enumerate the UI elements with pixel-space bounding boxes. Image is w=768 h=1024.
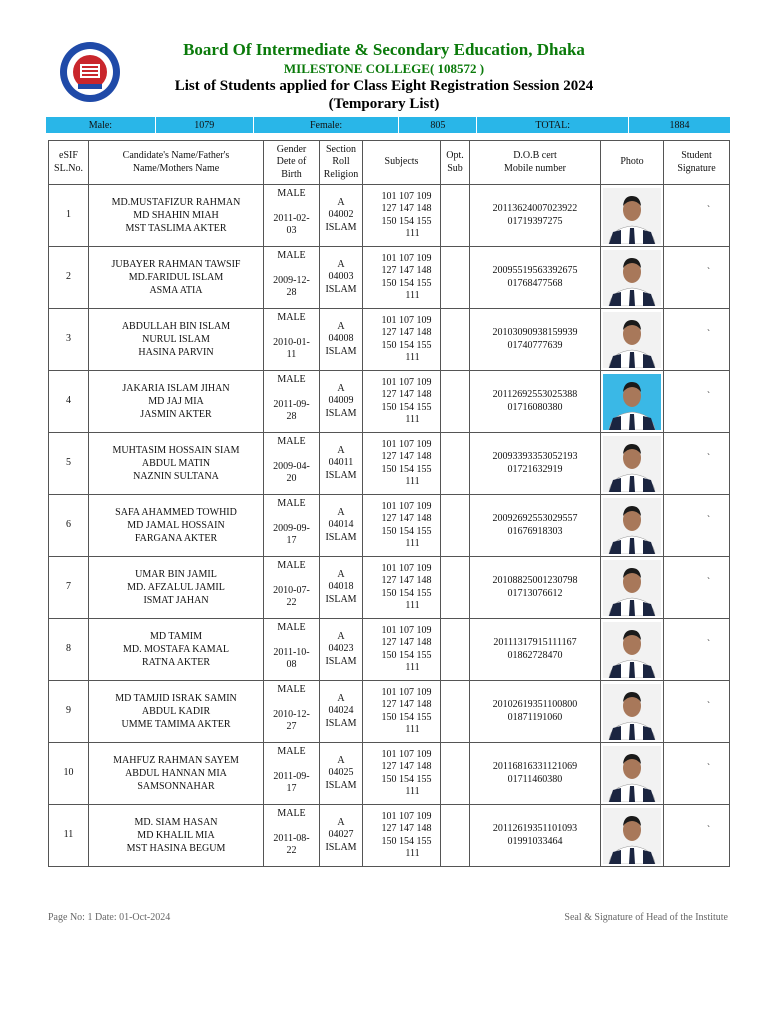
signature-mark: ` [706, 763, 711, 775]
photo-cell [601, 185, 664, 247]
student-signature [664, 805, 730, 867]
birth-date-part1: 2011-09- [273, 770, 310, 782]
father-name: ABDUL HANNAN MIA [125, 768, 227, 779]
mobile-number: 01740777639 [507, 339, 563, 351]
birth-date-part1: 2010-12- [273, 708, 310, 720]
sl-number: 3 [49, 309, 89, 371]
father-name: MD KHALIL MIA [137, 830, 215, 841]
dob-cert-mobile [470, 185, 601, 247]
table-row [49, 309, 730, 371]
gender: MALE [277, 808, 306, 819]
roll: 04011 [328, 457, 354, 469]
table-row [49, 557, 730, 619]
roll: 04008 [328, 333, 354, 345]
religion: ISLAM [325, 531, 357, 543]
section-roll-religion [320, 433, 363, 495]
signature-mark: ` [706, 205, 711, 217]
subjects: 101 107 109 127 147 148 150 154 155 111 [363, 371, 441, 433]
total-count: 1884 [629, 117, 731, 134]
subjects: 101 107 109 127 147 148 150 154 155 111 [363, 681, 441, 743]
optional-subject [441, 433, 470, 495]
dob-cert: 20093393353052193 [492, 451, 578, 462]
col-name: Candidate's Name/Father's Name/Mothers Name [89, 141, 264, 185]
gender: MALE [277, 560, 306, 571]
mobile-number: 01768477568 [507, 277, 563, 289]
signature-mark: ` [706, 701, 711, 713]
birth-date-part1: 2009-12- [273, 274, 310, 286]
gender-dob [264, 619, 320, 681]
seal-signature-label: Seal & Signature of Head of the Institute [564, 912, 728, 923]
religion: ISLAM [325, 593, 357, 605]
student-signature [664, 371, 730, 433]
mother-name: MST HASINA BEGUM [126, 843, 226, 854]
gender-dob [264, 495, 320, 557]
birth-date-part2: 28 [286, 287, 297, 298]
gender: MALE [277, 250, 306, 261]
sl-number: 10 [49, 743, 89, 805]
student-photo [603, 684, 661, 740]
photo-cell [601, 743, 664, 805]
birth-date-part1: 2011-02- [273, 212, 310, 224]
candidate-names [89, 557, 264, 619]
student-photo [603, 374, 661, 430]
birth-date-part2: 27 [286, 721, 297, 732]
table-row [49, 433, 730, 495]
gender: MALE [277, 374, 306, 385]
sl-number: 4 [49, 371, 89, 433]
optional-subject [441, 495, 470, 557]
mother-name: JASMIN AKTER [140, 409, 212, 420]
photo-cell [601, 495, 664, 557]
birth-date-part2: 08 [286, 659, 297, 670]
dob-cert: 20108825001230798 [492, 575, 578, 586]
photo-cell [601, 557, 664, 619]
religion: ISLAM [325, 717, 357, 729]
optional-subject [441, 557, 470, 619]
father-name: MD. AFZALUL JAMIL [127, 582, 225, 593]
candidate-name: MD TAMJID ISRAK SAMIN [115, 693, 237, 704]
sl-number: 11 [49, 805, 89, 867]
board-title: Board Of Intermediate & Secondary Education, Dhaka [183, 40, 585, 59]
signature-mark: ` [706, 639, 711, 651]
father-name: ABDUL KADIR [141, 706, 211, 717]
candidate-name: MD.MUSTAFIZUR RAHMAN [111, 197, 241, 208]
optional-subject [441, 681, 470, 743]
religion: ISLAM [325, 345, 357, 357]
birth-date-part2: 03 [286, 225, 297, 236]
father-name: MD.FARIDUL ISLAM [128, 272, 224, 283]
table-row [49, 371, 730, 433]
gender: MALE [277, 746, 306, 757]
gender: MALE [277, 312, 306, 323]
student-photo [603, 250, 661, 306]
col-subjects: Subjects [363, 141, 441, 185]
student-signature [664, 495, 730, 557]
section: A [337, 320, 345, 332]
signature-mark: ` [706, 267, 711, 279]
candidate-names [89, 805, 264, 867]
dob-cert-mobile [470, 495, 601, 557]
photo-cell [601, 433, 664, 495]
gender: MALE [277, 684, 306, 695]
gender-dob [264, 557, 320, 619]
roll: 04009 [328, 395, 354, 407]
father-name: NURUL ISLAM [142, 334, 210, 345]
sl-number: 8 [49, 619, 89, 681]
student-photo [603, 560, 661, 616]
student-signature [664, 247, 730, 309]
photo-cell [601, 309, 664, 371]
roll: 04002 [328, 209, 354, 221]
candidate-names [89, 743, 264, 805]
gender: MALE [277, 188, 306, 199]
candidate-name: JAKARIA ISLAM JIHAN [122, 383, 230, 394]
birth-date-part2: 22 [286, 597, 297, 608]
col-sl: eSIF SL.No. [49, 141, 89, 185]
subjects: 101 107 109 127 147 148 150 154 155 111 [363, 557, 441, 619]
photo-cell [601, 619, 664, 681]
candidate-names [89, 371, 264, 433]
section-roll-religion [320, 619, 363, 681]
mobile-number: 01716080380 [507, 401, 563, 413]
section-roll-religion [320, 743, 363, 805]
signature-mark: ` [706, 391, 711, 403]
student-signature [664, 619, 730, 681]
section: A [337, 258, 345, 270]
list-title: List of Students applied for Class Eight Registration Session 2024 [174, 78, 594, 94]
religion: ISLAM [325, 283, 357, 295]
religion: ISLAM [325, 841, 357, 853]
mother-name: NAZNIN SULTANA [133, 471, 219, 482]
candidate-names [89, 309, 264, 371]
subjects: 101 107 109 127 147 148 150 154 155 111 [363, 309, 441, 371]
section: A [337, 382, 345, 394]
mother-name: HASINA PARVIN [138, 347, 214, 358]
sl-number: 2 [49, 247, 89, 309]
mobile-number: 01991033464 [507, 835, 563, 847]
candidate-names [89, 433, 264, 495]
col-section: Section Roll Religion [320, 141, 363, 185]
gender-dob [264, 743, 320, 805]
religion: ISLAM [325, 469, 357, 481]
table-row [49, 619, 730, 681]
section: A [337, 568, 345, 580]
candidate-name: SAFA AHAMMED TOWHID [115, 507, 237, 518]
section-roll-religion [320, 805, 363, 867]
roll: 04014 [328, 519, 354, 531]
student-photo [603, 312, 661, 368]
religion: ISLAM [325, 407, 357, 419]
dob-cert: 20111317915111167 [493, 637, 577, 648]
student-signature [664, 185, 730, 247]
section: A [337, 692, 345, 704]
birth-date-part2: 17 [286, 535, 297, 546]
dob-cert: 20116816331121069 [492, 761, 578, 772]
candidate-name: JUBAYER RAHMAN TAWSIF [111, 259, 241, 270]
optional-subject [441, 743, 470, 805]
dob-cert-mobile [470, 247, 601, 309]
dob-cert: 20103090938159939 [492, 327, 578, 338]
dob-cert: 20092692553029557 [492, 513, 578, 524]
dob-cert-mobile [470, 681, 601, 743]
student-signature [664, 433, 730, 495]
mother-name: SAMSONNAHAR [137, 781, 215, 792]
photo-cell [601, 247, 664, 309]
student-signature [664, 743, 730, 805]
table-row [49, 247, 730, 309]
student-photo [603, 188, 661, 244]
photo-cell [601, 805, 664, 867]
table-row [49, 681, 730, 743]
section: A [337, 630, 345, 642]
dob-cert: 20102619351100800 [492, 699, 578, 710]
birth-date-part2: 28 [286, 411, 297, 422]
gender-dob [264, 681, 320, 743]
dob-cert: 20113624007023922 [492, 203, 578, 214]
dob-cert: 20095519563392675 [492, 265, 578, 276]
roll: 04027 [328, 829, 354, 841]
section-roll-religion [320, 185, 363, 247]
birth-date-part2: 22 [286, 845, 297, 856]
optional-subject [441, 185, 470, 247]
candidate-names [89, 185, 264, 247]
col-photo: Photo [601, 141, 664, 185]
section-roll-religion [320, 681, 363, 743]
birth-date-part1: 2009-09- [273, 522, 310, 534]
candidate-name: MD TAMIM [149, 631, 203, 642]
section: A [337, 444, 345, 456]
mother-name: RATNA AKTER [141, 657, 211, 668]
gender-dob [264, 433, 320, 495]
subjects: 101 107 109 127 147 148 150 154 155 111 [363, 619, 441, 681]
roll: 04023 [328, 643, 354, 655]
student-photo [603, 622, 661, 678]
mobile-number: 01721632919 [507, 463, 563, 475]
male-label: Male: [46, 117, 156, 134]
religion: ISLAM [325, 779, 357, 791]
signature-mark: ` [706, 577, 711, 589]
subjects: 101 107 109 127 147 148 150 154 155 111 [363, 495, 441, 557]
father-name: ABDUL MATIN [141, 458, 211, 469]
col-opt: Opt. Sub [441, 141, 470, 185]
mother-name: ASMA ATIA [149, 285, 203, 296]
roll: 04018 [328, 581, 354, 593]
gender-dob [264, 309, 320, 371]
table-row [49, 743, 730, 805]
father-name: MD JAMAL HOSSAIN [127, 520, 225, 531]
signature-mark: ` [706, 515, 711, 527]
dob-cert-mobile [470, 619, 601, 681]
gender: MALE [277, 436, 306, 447]
birth-date-part2: 20 [286, 473, 297, 484]
gender: MALE [277, 622, 306, 633]
roll: 04003 [328, 271, 354, 283]
mobile-number: 01871191060 [507, 711, 563, 723]
col-dob: D.O.B cert Mobile number [470, 141, 601, 185]
subjects: 101 107 109 127 147 148 150 154 155 111 [363, 185, 441, 247]
section-roll-religion [320, 557, 363, 619]
section: A [337, 754, 345, 766]
section: A [337, 506, 345, 518]
birth-date-part1: 2011-08- [273, 832, 310, 844]
dob-cert-mobile [470, 557, 601, 619]
gender-dob [264, 371, 320, 433]
photo-cell [601, 371, 664, 433]
student-signature [664, 557, 730, 619]
sl-number: 5 [49, 433, 89, 495]
student-signature [664, 309, 730, 371]
student-photo [603, 746, 661, 802]
candidate-name: UMAR BIN JAMIL [135, 569, 217, 580]
student-photo [603, 498, 661, 554]
sl-number: 7 [49, 557, 89, 619]
mobile-number: 01713076612 [507, 587, 563, 599]
subjects: 101 107 109 127 147 148 150 154 155 111 [363, 247, 441, 309]
candidate-name: MD. SIAM HASAN [134, 817, 218, 828]
gender-dob [264, 247, 320, 309]
table-row [49, 495, 730, 557]
mother-name: FARGANA AKTER [134, 533, 218, 544]
students-table [48, 140, 730, 867]
total-label: TOTAL: [477, 117, 629, 134]
mobile-number: 01676918303 [507, 525, 563, 537]
optional-subject [441, 247, 470, 309]
birth-date-part1: 2010-01- [273, 336, 310, 348]
mobile-number: 01719397275 [507, 215, 563, 227]
dob-cert: 20112619351101093 [492, 823, 578, 834]
list-subtitle: (Temporary List) [328, 96, 440, 112]
religion: ISLAM [325, 221, 357, 233]
subjects: 101 107 109 127 147 148 150 154 155 111 [363, 433, 441, 495]
gender-dob [264, 805, 320, 867]
table-header-row [49, 141, 730, 185]
signature-mark: ` [706, 453, 711, 465]
section-roll-religion [320, 309, 363, 371]
table-row [49, 185, 730, 247]
mother-name: ISMAT JAHAN [143, 595, 209, 606]
dob-cert-mobile [470, 371, 601, 433]
dob-cert-mobile [470, 433, 601, 495]
mobile-number: 01711460380 [507, 773, 563, 785]
section-roll-religion [320, 371, 363, 433]
section-roll-religion [320, 495, 363, 557]
section: A [337, 196, 345, 208]
page-info: Page No: 1 Date: 01-Oct-2024 [48, 912, 171, 923]
candidate-name: MAHFUZ RAHMAN SAYEM [113, 755, 239, 766]
col-gender: Gender Dete of Birth [264, 141, 320, 185]
student-signature [664, 681, 730, 743]
student-photo [603, 808, 661, 864]
optional-subject [441, 371, 470, 433]
mother-name: MST TASLIMA AKTER [125, 223, 227, 234]
religion: ISLAM [325, 655, 357, 667]
roll: 04025 [328, 767, 354, 779]
dob-cert-mobile [470, 309, 601, 371]
section: A [337, 816, 345, 828]
mother-name: UMME TAMIMA AKTER [121, 719, 231, 730]
college-title: MILESTONE COLLEGE( 108572 ) [283, 61, 485, 76]
roll: 04024 [328, 705, 354, 717]
father-name: MD SHAHIN MIAH [133, 210, 219, 221]
candidate-names [89, 247, 264, 309]
candidate-names [89, 495, 264, 557]
optional-subject [441, 805, 470, 867]
birth-date-part1: 2010-07- [273, 584, 310, 596]
section-roll-religion [320, 247, 363, 309]
candidate-name: ABDULLAH BIN ISLAM [121, 321, 231, 332]
female-count: 805 [399, 117, 477, 134]
subjects: 101 107 109 127 147 148 150 154 155 111 [363, 743, 441, 805]
birth-date-part1: 2011-10- [273, 646, 310, 658]
sl-number: 1 [49, 185, 89, 247]
optional-subject [441, 309, 470, 371]
dob-cert-mobile [470, 805, 601, 867]
col-signature: Student Signature [664, 141, 730, 185]
father-name: MD. MOSTAFA KAMAL [123, 644, 229, 655]
birth-date-part1: 2011-09- [273, 398, 310, 410]
gender: MALE [277, 498, 306, 509]
dob-cert: 20112692553025388 [492, 389, 578, 400]
photo-cell [601, 681, 664, 743]
female-label: Female: [253, 117, 399, 134]
birth-date-part1: 2009-04- [273, 460, 310, 472]
student-photo [603, 436, 661, 492]
sl-number: 6 [49, 495, 89, 557]
candidate-names [89, 619, 264, 681]
dob-cert-mobile [470, 743, 601, 805]
table-row [49, 805, 730, 867]
male-count: 1079 [155, 117, 253, 134]
candidate-names [89, 681, 264, 743]
gender-dob [264, 185, 320, 247]
sl-number: 9 [49, 681, 89, 743]
father-name: MD JAJ MIA [148, 396, 204, 407]
birth-date-part2: 17 [286, 783, 297, 794]
subjects: 101 107 109 127 147 148 150 154 155 111 [363, 805, 441, 867]
birth-date-part2: 11 [286, 349, 297, 360]
mobile-number: 01862728470 [507, 649, 563, 661]
optional-subject [441, 619, 470, 681]
signature-mark: ` [706, 825, 711, 837]
candidate-name: MUHTASIM HOSSAIN SIAM [112, 445, 240, 456]
summary-bar [45, 116, 731, 134]
signature-mark: ` [706, 329, 711, 341]
